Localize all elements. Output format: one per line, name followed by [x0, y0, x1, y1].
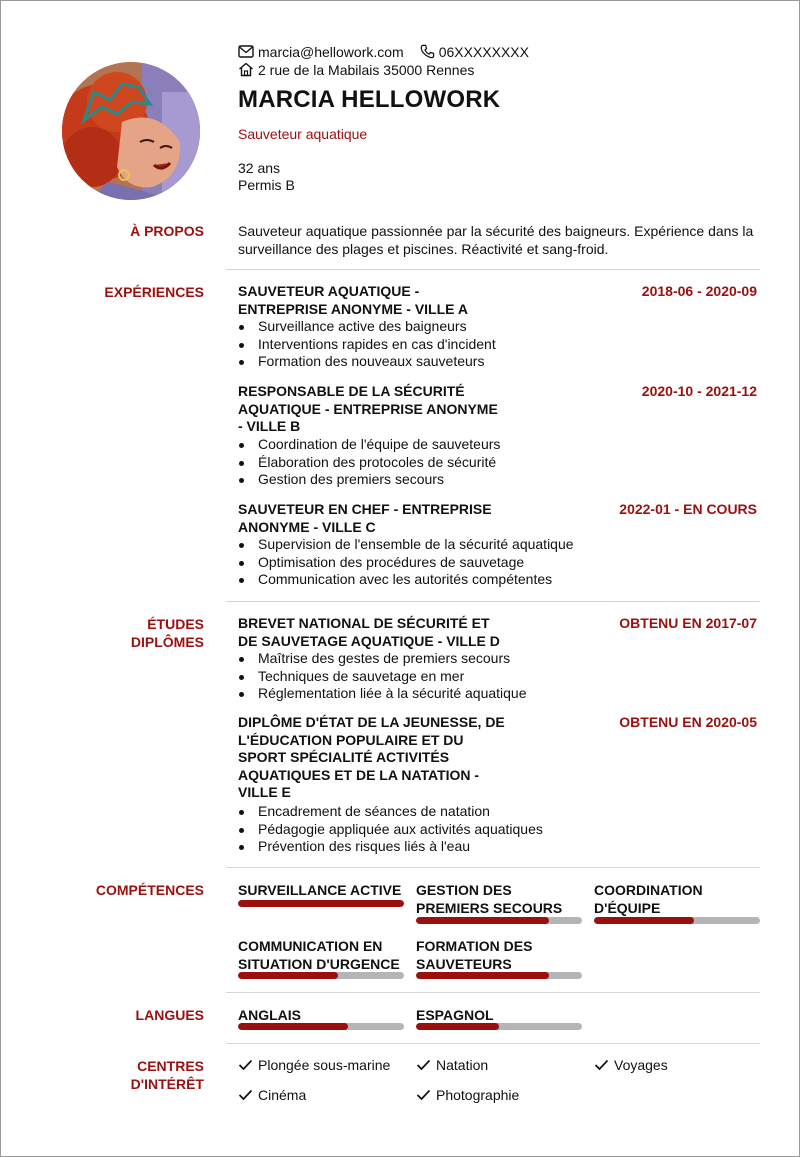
education-bullets-1 [238, 650, 527, 703]
divider [226, 867, 760, 868]
education-date-1: OBTENU EN 2017-07 [619, 615, 757, 631]
email-item[interactable] [238, 44, 404, 60]
skill-name-line: SAUVETEURS [416, 956, 512, 972]
skill-level-fill [416, 917, 549, 924]
skill-name [238, 937, 404, 973]
interest-item [594, 1057, 668, 1073]
skill-level-fill [238, 972, 338, 979]
skill-level-fill [594, 917, 694, 924]
about-text: Sauveteur aquatique passionnée par la sécurité des baigneurs. Expérience dans la surveillance des plages et piscines. Réactivité et sang-froid. [238, 223, 754, 257]
list-item: Supervision de l'ensemble de la sécurité aquatique [238, 536, 574, 554]
interest-item [238, 1057, 390, 1073]
education-date-2: OBTENU EN 2020-05 [619, 714, 757, 730]
list-item: Gestion des premiers secours [238, 471, 500, 489]
title-line: DIPLÔME D'ÉTAT DE LA JEUNESSE, DE [238, 714, 505, 730]
language-name: ANGLAIS [238, 1007, 301, 1023]
title-line: ANONYME - VILLE C [238, 518, 376, 535]
section-label-education [131, 615, 204, 651]
title-line: L'ÉDUCATION POPULAIRE ET DU [238, 731, 464, 748]
experience-title-1 [238, 283, 468, 318]
check-icon [416, 1089, 431, 1101]
list-item: Formation des nouveaux sauveteurs [238, 353, 496, 371]
skill-name-line: FORMATION DES [416, 938, 533, 954]
title-line: DE SAUVETAGE AQUATIQUE - VILLE D [238, 632, 500, 649]
skill-name-line: D'ÉQUIPE [594, 900, 661, 916]
list-item: Communication avec les autorités compétentes [238, 571, 574, 589]
divider [226, 1043, 760, 1044]
title-line: VILLE E [238, 784, 291, 800]
skill-item [238, 881, 404, 899]
interest-item [416, 1057, 488, 1073]
language-level-fill [238, 1023, 348, 1030]
check-icon [238, 1059, 253, 1071]
language-name: ESPAGNOL [416, 1007, 494, 1023]
skill-level-fill [416, 972, 549, 979]
check-icon [238, 1089, 253, 1101]
title-line: SAUVETEUR EN CHEF - ENTREPRISE [238, 501, 492, 517]
experience-bullets-3 [238, 536, 574, 589]
experience-bullets-1 [238, 318, 496, 371]
contact-block [238, 43, 545, 78]
skill-level-bar [238, 900, 404, 907]
section-label-languages: LANGUES [135, 1007, 204, 1023]
avatar-illustration [62, 62, 200, 200]
title-line: RESPONSABLE DE LA SÉCURITÉ [238, 383, 465, 399]
list-item: Surveillance active des baigneurs [238, 318, 496, 336]
interest-label: Cinéma [258, 1087, 307, 1103]
label-line: ÉTUDES [147, 616, 204, 632]
title-line: - VILLE B [238, 418, 301, 434]
language-level-bar [238, 1023, 404, 1030]
education-bullets-2 [238, 803, 543, 856]
home-icon [238, 62, 254, 77]
check-icon [594, 1059, 609, 1071]
list-item: Réglementation liée à la sécurité aquatique [238, 685, 527, 703]
phone-item[interactable] [420, 44, 529, 60]
mail-icon [238, 45, 254, 58]
skill-name-line: SITUATION D'URGENCE [238, 956, 400, 972]
skill-name-line: SURVEILLANCE ACTIVE [238, 882, 402, 898]
skill-name-line: PREMIERS SECOURS [416, 900, 563, 916]
list-item: Interventions rapides en cas d'incident [238, 336, 496, 354]
list-item: Élaboration des protocoles de sécurité [238, 454, 500, 472]
driving-license: Permis B [238, 177, 295, 193]
interest-label: Voyages [614, 1057, 668, 1073]
language-item [416, 1006, 582, 1024]
skill-name [594, 881, 760, 917]
skill-level-bar [238, 972, 404, 979]
experience-title-2 [238, 383, 498, 436]
label-line: D'INTÉRÊT [130, 1076, 204, 1092]
title-line: ENTREPRISE ANONYME - VILLE A [238, 300, 468, 317]
skill-level-bar [416, 917, 582, 924]
address-text: 2 rue de la Mabilais 35000 Rennes [258, 61, 475, 78]
divider [226, 601, 760, 602]
experience-bullets-2 [238, 436, 500, 489]
experience-date-2: 2020-10 - 2021-12 [641, 383, 757, 399]
education-title-2 [238, 714, 505, 802]
interest-item [416, 1087, 519, 1103]
skill-name [416, 937, 582, 973]
phone-icon [420, 44, 435, 59]
skill-level-bar [594, 917, 760, 924]
avatar [62, 62, 200, 200]
list-item: Encadrement de séances de natation [238, 803, 543, 821]
skill-item [416, 937, 582, 973]
language-level-fill [416, 1023, 499, 1030]
job-title: Sauveteur aquatique [238, 126, 368, 142]
skill-name [416, 881, 582, 917]
divider [226, 269, 760, 270]
skill-name-line: COMMUNICATION EN [238, 938, 383, 954]
section-label-skills: COMPÉTENCES [95, 882, 204, 898]
education-title-1 [238, 615, 500, 650]
candidate-name: MARCIA HELLOWORK [238, 86, 501, 113]
skill-name [238, 881, 404, 899]
interest-label: Natation [436, 1057, 489, 1073]
email-text: marcia@hellowork.com [258, 43, 404, 60]
experience-title-3 [238, 501, 492, 536]
title-line: SPORT SPÉCIALITÉ ACTIVITÉS [238, 749, 450, 765]
address-item [238, 62, 474, 78]
interest-label: Plongée sous-marine [258, 1057, 391, 1073]
check-icon [416, 1059, 431, 1071]
skill-level-bar [416, 972, 582, 979]
list-item: Maîtrise des gestes de premiers secours [238, 650, 527, 668]
skill-name-line: GESTION DES [416, 882, 512, 898]
label-line: CENTRES [137, 1058, 204, 1074]
experience-date-3: 2022-01 - EN COURS [619, 501, 757, 517]
age: 32 ans [238, 160, 281, 176]
list-item: Coordination de l'équipe de sauveteurs [238, 436, 500, 454]
skill-name-line: COORDINATION [594, 882, 703, 898]
skill-item [238, 937, 404, 973]
list-item: Optimisation des procédures de sauvetage [238, 554, 574, 572]
section-label-experiences: EXPÉRIENCES [104, 284, 204, 300]
section-label-interests [131, 1057, 204, 1093]
phone-text: 06XXXXXXXX [438, 43, 529, 60]
list-item: Prévention des risques liés à l'eau [238, 838, 543, 856]
divider [226, 992, 760, 993]
skill-item [594, 881, 760, 917]
interest-item [238, 1087, 306, 1103]
skill-level-fill [238, 900, 404, 907]
language-item [238, 1006, 404, 1024]
title-line: AQUATIQUES ET DE LA NATATION - [238, 766, 480, 783]
section-label-about: À PROPOS [130, 223, 204, 239]
experience-date-1: 2018-06 - 2020-09 [641, 283, 757, 299]
interest-label: Photographie [436, 1087, 520, 1103]
list-item: Pédagogie appliquée aux activités aquatiques [238, 821, 543, 839]
title-line: AQUATIQUE - ENTREPRISE ANONYME [238, 400, 498, 417]
label-line: DIPLÔMES [130, 634, 204, 650]
language-level-bar [416, 1023, 582, 1030]
title-line: SAUVETEUR AQUATIQUE - [238, 283, 420, 299]
skill-item [416, 881, 582, 917]
list-item: Techniques de sauvetage en mer [238, 668, 527, 686]
title-line: BREVET NATIONAL DE SÉCURITÉ ET [238, 615, 490, 631]
